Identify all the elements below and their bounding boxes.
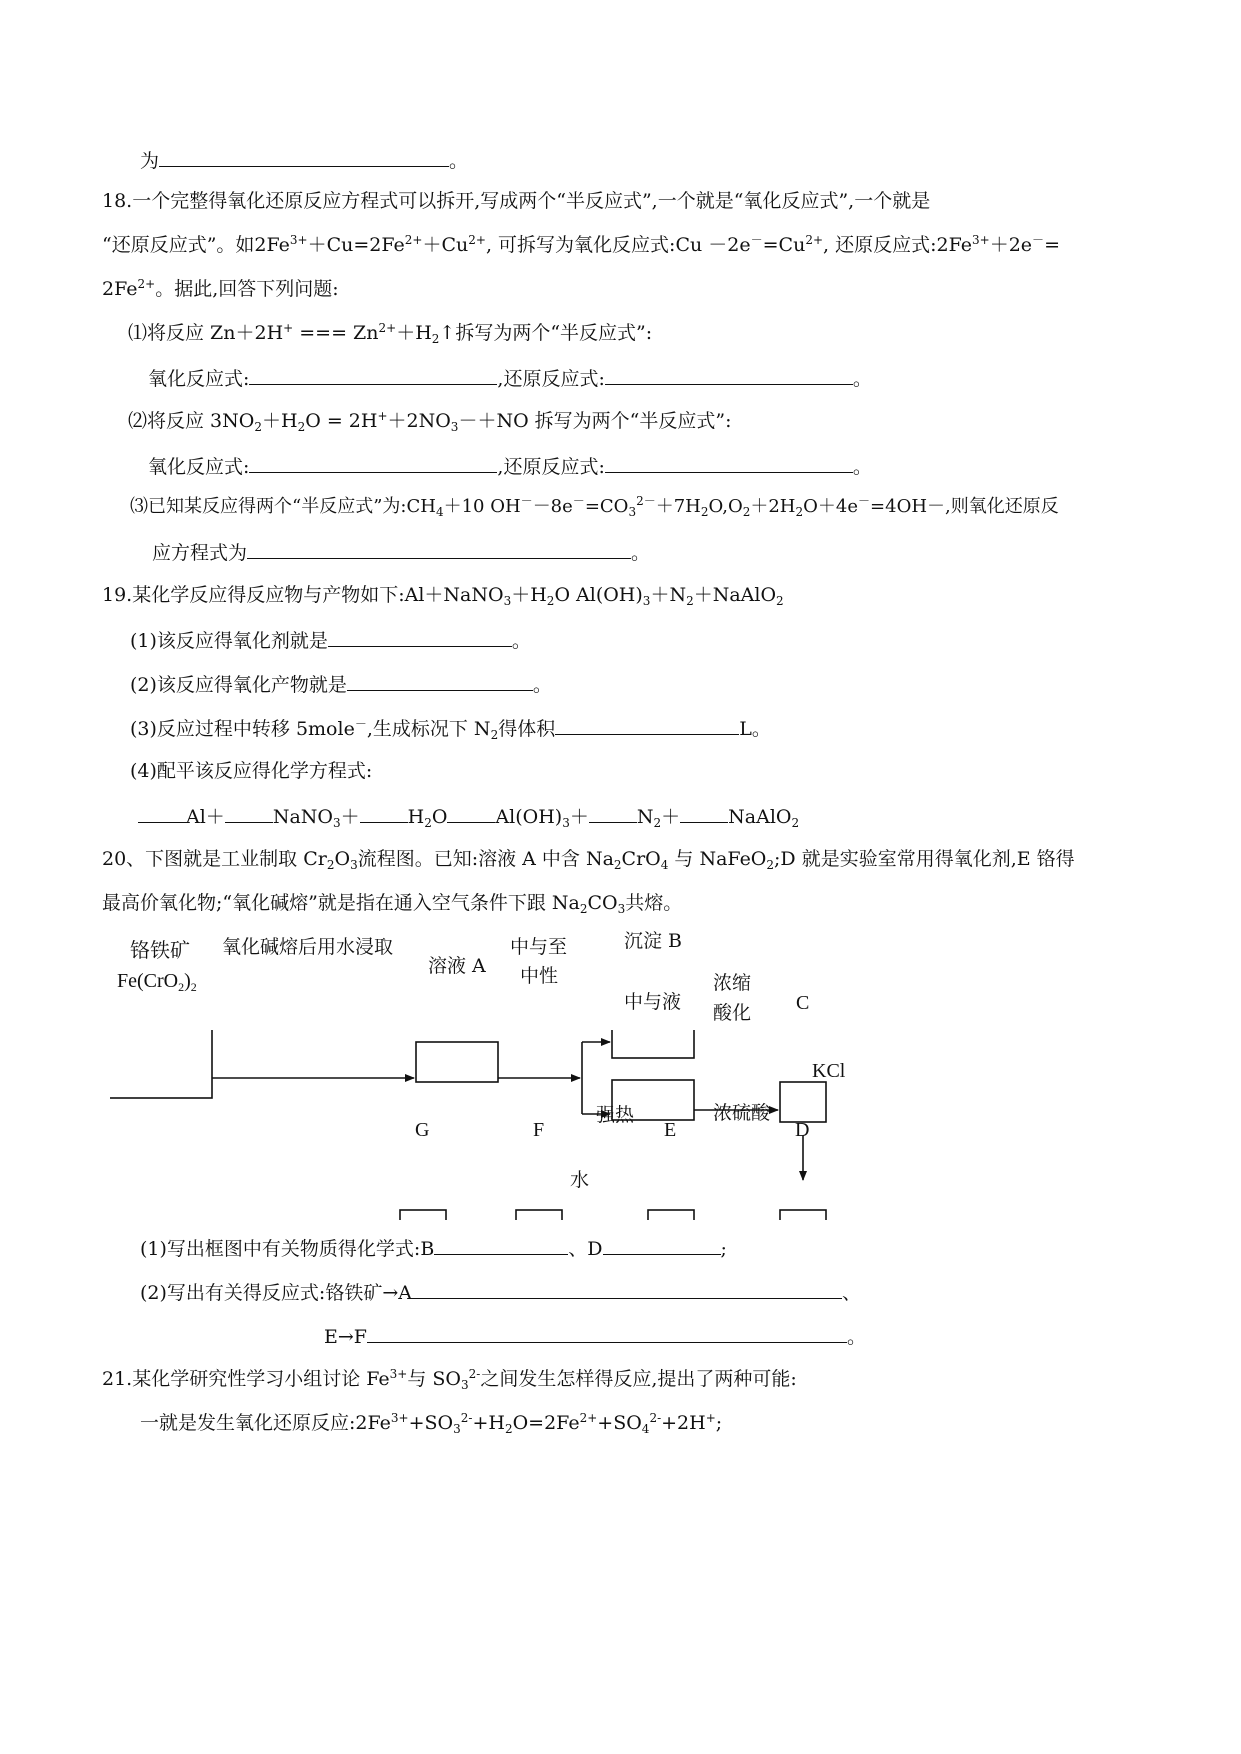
reduction-blank[interactable] [605, 452, 853, 473]
q18-text: －＋NO 拆写为两个“半反应式”: [458, 410, 732, 432]
charge: － [354, 717, 367, 731]
reduction-label: ,还原反应式: [497, 368, 605, 390]
q20-text: ;D 就是实验室常用得氧化剂,E 铬得 [774, 848, 1075, 870]
charge: 2+ [378, 321, 397, 335]
ore-box [110, 1030, 212, 1098]
charge: － [572, 494, 585, 508]
ore-to-a-blank[interactable] [412, 1278, 842, 1299]
end-mark: 。 [852, 368, 872, 390]
c-label: C [796, 992, 810, 1014]
subscript: 2 [766, 858, 775, 872]
q18-text: =4OH－,则氧化还原反 [870, 496, 1059, 517]
coefficient-blank[interactable] [360, 802, 408, 823]
oxidation-blank[interactable] [249, 364, 497, 385]
precipitate-b-box [612, 1030, 694, 1058]
continuation-prefix: 为 [140, 150, 160, 172]
charge: 3+ [289, 233, 308, 247]
concentrate-label: 浓缩 [713, 972, 752, 994]
charge: 2+ [805, 233, 824, 247]
q19-text: ＋N [650, 584, 687, 606]
subscript: 3 [453, 1422, 461, 1436]
solution-a-box [416, 1042, 498, 1082]
charge: 3+ [972, 233, 990, 247]
q19-text: NaAlO [728, 806, 792, 828]
q18-text: ⑶已知某反应得两个“半反应式”为:CH [130, 496, 436, 517]
q19-text: O [431, 806, 448, 828]
acidify-label: 酸化 [713, 1002, 752, 1024]
precipitate-b-label: 沉淀 B [624, 930, 683, 952]
f-label: F [533, 1119, 545, 1141]
subscript: 2 [795, 505, 804, 519]
subscript: 2 [791, 816, 800, 830]
charge: 3+ [389, 1367, 408, 1381]
e-label: E [664, 1119, 677, 1141]
q19-sub-4 [130, 758, 372, 784]
formula-text: Fe(CrO [117, 970, 179, 992]
q18-text: 2Fe [102, 278, 138, 300]
q19-text: 19.某化学反应得反应物与产物如下:Al＋NaNO [102, 584, 504, 606]
q18-part-1 [128, 320, 652, 346]
g-box [400, 1210, 446, 1220]
equation-blank[interactable] [247, 538, 631, 559]
q18-part-2 [128, 408, 732, 434]
coefficient-blank[interactable] [589, 802, 637, 823]
q19-text: (1)该反应得氧化剂就是 [130, 630, 328, 652]
neutral-liquid-label: 中与液 [624, 991, 682, 1013]
charge: － [1032, 233, 1045, 247]
coefficient-blank[interactable] [680, 802, 728, 823]
q19-text: N [636, 806, 654, 828]
q18-line-3 [102, 276, 339, 302]
q21-text: +H [472, 1412, 505, 1434]
q21-line-2 [140, 1410, 722, 1436]
q20-text: ; [720, 1238, 727, 1260]
q21-text: 21.某化学研究性学习小组讨论 Fe [102, 1368, 390, 1390]
q19-sub-3 [130, 714, 771, 742]
subscript: 2 [490, 728, 499, 742]
q18-text: ＋10 OH [443, 496, 521, 517]
q18-text: ＋H [261, 410, 298, 432]
q21-text: +SO [408, 1412, 454, 1434]
charge: － [750, 233, 763, 247]
subscript: 3 [642, 594, 651, 608]
q19-text: ＋ [569, 806, 589, 828]
subscript: 2 [504, 1422, 513, 1436]
charge: 2- [460, 1411, 473, 1425]
subscript: 2 [190, 980, 197, 994]
q18-text: =CO [584, 496, 629, 517]
q18-text: O＋4e [803, 496, 859, 517]
solution-a-label: 溶液 A [428, 955, 486, 977]
subscript: 3 [450, 420, 459, 434]
subscript: 2 [297, 420, 306, 434]
charge: 2－ [636, 494, 656, 508]
q19-text: Al(OH) [495, 806, 563, 828]
q19-sub-1 [130, 626, 531, 654]
subscript: 3 [628, 505, 637, 519]
q20-text: 共熔。 [625, 892, 683, 914]
q19-text: H [407, 806, 425, 828]
q18-text: O = 2H [305, 410, 378, 432]
reduction-label: ,还原反应式: [497, 456, 605, 478]
continuation-end: 。 [449, 150, 469, 172]
q21-text: 之间发生怎样得反应,提出了两种可能: [480, 1368, 797, 1390]
q18-text: , 还原反应式:2Fe [823, 234, 972, 256]
oxidation-label: 氧化反应式: [148, 456, 250, 478]
q18-text: , 可拆写为氧化反应式:Cu －2e [485, 234, 751, 256]
q21-text: ; [715, 1412, 723, 1434]
subscript: 3 [503, 594, 512, 608]
q20-sub-1 [140, 1234, 727, 1262]
q18-text: = [1044, 234, 1060, 256]
q19-line-1 [102, 582, 784, 608]
q20-text: 20、下图就是工业制取 Cr [102, 848, 327, 870]
q18-part-2-answer [148, 452, 872, 480]
q18-text: =Cu [762, 234, 806, 256]
q19-text: Al＋ [186, 806, 225, 828]
subscript: 2 [613, 858, 622, 872]
q20-text: 、 [841, 1282, 861, 1304]
q18-line-1: 18.一个完整得氧化还原反应方程式可以拆开,写成两个“半反应式”,一个就是“氧化反应式”,一个就是 [102, 190, 931, 212]
q21-text: 与 SO [407, 1368, 461, 1390]
subscript: 2 [178, 980, 185, 994]
subscript: 2 [700, 505, 709, 519]
b-formula-blank[interactable] [434, 1234, 568, 1255]
q21-text: +2H [661, 1412, 706, 1434]
q20-text: 、D [568, 1238, 603, 1260]
end-mark: 。 [852, 456, 872, 478]
q19-balance-equation [138, 802, 799, 830]
q19-sub-2 [130, 670, 552, 698]
oxidation-label: 氧化反应式: [148, 368, 250, 390]
subscript: 4 [641, 1422, 650, 1436]
q20-text: CrO [621, 848, 661, 870]
q20-text: 。 [846, 1326, 866, 1348]
q20-text: 最高价氧化物;“氧化碱熔”就是指在通入空气条件下跟 Na [102, 892, 580, 914]
q21-text: +SO [597, 1412, 642, 1434]
continuation-line [140, 146, 468, 174]
charge: + [283, 321, 294, 335]
charge: 2- [468, 1367, 481, 1381]
subscript: 2 [431, 332, 440, 346]
q18-text: ＋2NO [387, 410, 451, 432]
q19-text: O [554, 584, 571, 606]
charge: 2- [649, 1411, 662, 1425]
q20-text: 与 NaFeO [668, 848, 767, 870]
water-label: 水 [570, 1169, 590, 1191]
q18-text: ⑵将反应 3NO [128, 410, 255, 432]
subscript: 4 [660, 858, 669, 872]
neutralize-label-2: 中性 [520, 965, 559, 987]
d-formula-blank[interactable] [603, 1234, 721, 1255]
charge: － [858, 494, 871, 508]
d-label: D [795, 1119, 810, 1141]
charge: 2+ [468, 233, 486, 247]
q20-sub-3 [324, 1322, 866, 1350]
q21-text: O=2Fe [512, 1412, 580, 1434]
q18-part-1-answer [148, 364, 872, 392]
q20-line-2 [102, 890, 682, 916]
q18-line-2 [102, 232, 1060, 258]
charge: 2+ [137, 277, 156, 291]
q19-text: (2)该反应得氧化产物就是 [130, 674, 347, 696]
reduction-blank[interactable] [605, 364, 853, 385]
q19-text: ,生成标况下 N [366, 718, 491, 740]
q20-sub-2 [140, 1278, 861, 1306]
ore-label: 铬铁矿 [130, 940, 190, 962]
subscript: 2 [424, 816, 432, 830]
charge: + [377, 409, 388, 423]
q18-text: “还原反应式”。如2Fe [102, 234, 290, 256]
ore-formula [117, 968, 197, 994]
oxidant-blank[interactable] [328, 626, 512, 647]
charge: 2+ [404, 233, 423, 247]
q18-text: ＋2e [989, 234, 1033, 256]
subscript: 4 [435, 505, 444, 519]
q20-text: E→F [324, 1326, 367, 1348]
subscript: 2 [326, 858, 335, 872]
end-mark: 。 [511, 630, 531, 652]
e-box [648, 1210, 694, 1220]
subscript: 2 [579, 902, 588, 916]
q18-text: ⑴将反应 Zn＋2H [128, 322, 284, 344]
q19-text: ＋ [340, 806, 360, 828]
coefficient-blank[interactable] [447, 802, 495, 823]
q20-text: 流程图。已知:溶液 A 中含 Na [357, 848, 614, 870]
q18-text: 应方程式为 [152, 542, 248, 564]
e-to-f-blank[interactable] [367, 1322, 847, 1343]
charge: + [705, 1411, 716, 1425]
arrow1-label: 氧化碱熔后用水浸取 [222, 936, 394, 958]
q18-text: －8e [532, 496, 573, 517]
q19-text: ＋ [661, 806, 681, 828]
neutralize-label-1: 中与至 [510, 936, 568, 958]
q20-text: CO [587, 892, 618, 914]
subscript: 2 [254, 420, 262, 434]
volume-blank[interactable] [555, 714, 739, 735]
heat-label: 强热 [596, 1104, 635, 1126]
oxidation-blank[interactable] [249, 452, 497, 473]
f-box [516, 1210, 562, 1220]
charge: － [520, 494, 533, 508]
q18-text: ＋7H [655, 496, 701, 517]
subscript: 2 [653, 816, 662, 830]
q21-text: 一就是发生氧化还原反应:2Fe [140, 1412, 391, 1434]
g-label: G [415, 1119, 430, 1141]
formula-text: ) [184, 970, 191, 992]
coefficient-blank[interactable] [225, 802, 273, 823]
d-box [780, 1210, 826, 1220]
subscript: 2 [776, 594, 784, 608]
q20-text: O [334, 848, 351, 870]
q18-text: ＋Cu [422, 234, 469, 256]
q19-text: NaNO [272, 806, 333, 828]
q18-part-3-answer [152, 538, 650, 566]
subscript: 3 [617, 902, 626, 916]
subscript: 2 [686, 594, 694, 608]
q18-part-3 [130, 494, 1059, 520]
charge: 2+ [579, 1411, 598, 1425]
end-mark: 。 [631, 542, 651, 564]
subscript: 2 [742, 505, 751, 519]
product-blank[interactable] [347, 670, 533, 691]
subscript: 3 [350, 858, 358, 872]
q19-text: ＋NaAlO [693, 584, 777, 606]
subscript: 3 [562, 816, 570, 830]
subscript: 3 [332, 816, 341, 830]
coefficient-blank[interactable] [138, 802, 186, 823]
q19-text: Al(OH) [576, 584, 643, 606]
charge: 3+ [390, 1411, 409, 1425]
q19-text: (4)配平该反应得化学方程式: [130, 760, 373, 782]
q19-text: (3)反应过程中转移 5mole [130, 718, 355, 740]
q20-line-1 [102, 846, 1075, 872]
q18-text: O,O [708, 496, 743, 517]
q18-text: ↑拆写为两个“半反应式”: [439, 322, 653, 344]
answer-blank[interactable] [159, 146, 449, 167]
kcl-label: KCl [812, 1060, 846, 1082]
acid-label: 浓硫酸 [713, 1102, 771, 1124]
end-mark: 。 [532, 674, 552, 696]
q19-text: 得体积 [498, 718, 556, 740]
q18-text: === Zn [293, 322, 379, 344]
q21-line-1 [102, 1366, 797, 1392]
q19-text: L。 [739, 718, 771, 740]
subscript: 2 [546, 594, 555, 608]
q18-text: ＋H [396, 322, 432, 344]
c-box [780, 1082, 826, 1122]
q20-text: (2)写出有关得反应式:铬铁矿→A [140, 1282, 412, 1304]
q20-text: (1)写出框图中有关物质得化学式:B [140, 1238, 435, 1260]
q18-text: ＋Cu=2Fe [307, 234, 405, 256]
q19-text: ＋H [511, 584, 547, 606]
q18-text: 。据此,回答下列问题: [155, 278, 339, 300]
subscript: 3 [461, 1378, 469, 1392]
q18-text: ＋2H [750, 496, 796, 517]
